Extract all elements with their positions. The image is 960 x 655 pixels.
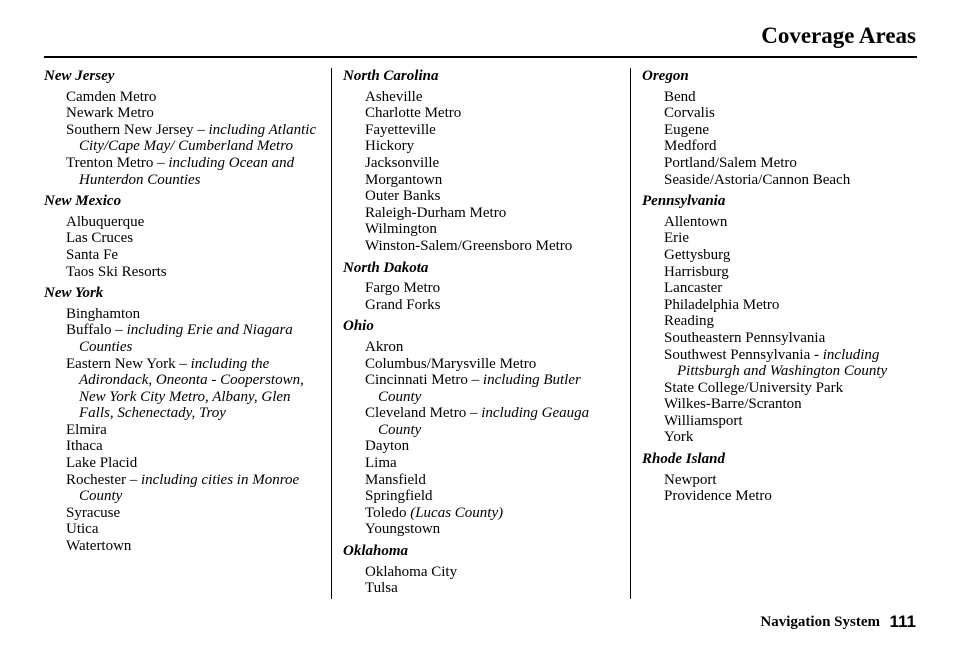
area-note: including Pittsburgh and Washington County bbox=[677, 346, 888, 380]
area-name: Providence Metro bbox=[664, 488, 772, 505]
area-name: Corvalis bbox=[664, 105, 715, 122]
coverage-area-item bbox=[48, 122, 328, 155]
area-note: including the Adirondack, Oneonta - Cooperstown, New York City Metro, Albany, Glen Falls, Schenectady, Troy bbox=[79, 355, 304, 422]
coverage-area-item bbox=[646, 138, 932, 155]
coverage-area-item bbox=[347, 580, 621, 597]
area-name: Morgantown bbox=[365, 171, 443, 188]
coverage-area-item bbox=[347, 488, 621, 505]
area-note: (Lucas County) bbox=[410, 504, 504, 521]
area-name: Lancaster bbox=[664, 280, 723, 297]
coverage-area-item bbox=[347, 188, 621, 205]
coverage-area-item bbox=[347, 455, 621, 472]
area-name: Harrisburg bbox=[664, 263, 729, 280]
area-name: Las Cruces bbox=[66, 230, 134, 247]
area-name: Springfield bbox=[365, 488, 433, 505]
area-name: Akron bbox=[365, 338, 404, 355]
area-name: Erie bbox=[664, 230, 689, 247]
coverage-area-item bbox=[646, 280, 932, 297]
area-name: Utica bbox=[66, 521, 99, 538]
area-name: Trenton Metro – bbox=[66, 154, 169, 171]
coverage-area-item bbox=[646, 105, 932, 122]
area-name: Outer Banks bbox=[365, 188, 441, 205]
state-section bbox=[642, 451, 932, 505]
coverage-area-item bbox=[646, 330, 932, 347]
area-name: Eugene bbox=[664, 121, 709, 138]
coverage-area-item bbox=[48, 521, 328, 538]
area-name: Camden Metro bbox=[66, 88, 157, 105]
coverage-area-item bbox=[646, 413, 932, 430]
coverage-area-item bbox=[646, 214, 932, 231]
area-name: Elmira bbox=[66, 421, 107, 438]
coverage-area-item bbox=[347, 238, 621, 255]
area-name: York bbox=[664, 429, 694, 446]
coverage-area-item bbox=[646, 347, 932, 380]
state-heading: New York bbox=[44, 285, 104, 302]
area-note: including cities in Monroe County bbox=[79, 471, 300, 505]
area-name: Bend bbox=[664, 88, 696, 105]
state-section bbox=[642, 193, 932, 446]
state-section bbox=[343, 260, 621, 314]
coverage-area-item bbox=[347, 221, 621, 238]
coverage-area-item bbox=[48, 264, 328, 281]
coverage-area-item bbox=[347, 205, 621, 222]
coverage-area-item bbox=[646, 264, 932, 281]
area-name: Portland/Salem Metro bbox=[664, 154, 797, 171]
area-name: Winston-Salem/Greensboro Metro bbox=[365, 237, 573, 254]
area-name: Rochester – bbox=[66, 471, 141, 488]
area-name: Buffalo – bbox=[66, 322, 127, 339]
coverage-area-item bbox=[347, 138, 621, 155]
state-heading: North Carolina bbox=[343, 68, 439, 84]
coverage-area-item bbox=[347, 172, 621, 189]
title-rule bbox=[44, 56, 917, 58]
state-heading: Rhode Island bbox=[642, 451, 725, 468]
area-name: Albuquerque bbox=[66, 213, 145, 230]
area-name: Medford bbox=[664, 138, 717, 155]
area-name: Oklahoma City bbox=[365, 563, 458, 580]
area-name: Santa Fe bbox=[66, 246, 119, 263]
area-name: Lake Placid bbox=[66, 455, 138, 472]
state-heading: New Jersey bbox=[44, 68, 115, 84]
area-name: Wilmington bbox=[365, 221, 437, 238]
coverage-area-item bbox=[48, 422, 328, 439]
coverage-area-item bbox=[646, 297, 932, 314]
area-name: Reading bbox=[664, 313, 714, 330]
state-section bbox=[642, 68, 932, 188]
area-name: Williamsport bbox=[664, 412, 743, 429]
area-name: Dayton bbox=[365, 438, 410, 455]
state-heading: Oklahoma bbox=[343, 543, 409, 560]
area-name: Fayetteville bbox=[365, 121, 436, 138]
area-name: Taos Ski Resorts bbox=[66, 263, 167, 280]
coverage-area-item bbox=[347, 505, 621, 522]
coverage-area-item bbox=[646, 396, 932, 413]
area-name: Wilkes-Barre/Scranton bbox=[664, 396, 802, 413]
area-name: Hickory bbox=[365, 138, 415, 155]
area-name: Tulsa bbox=[365, 580, 398, 597]
coverage-area-item bbox=[646, 122, 932, 139]
area-name: Philadelphia Metro bbox=[664, 296, 780, 313]
page-number: 111 bbox=[889, 612, 916, 631]
area-name: Cleveland Metro – bbox=[365, 405, 482, 422]
state-heading: New Mexico bbox=[44, 193, 122, 210]
coverage-area-item bbox=[48, 230, 328, 247]
area-name: Allentown bbox=[664, 213, 728, 230]
area-name: Fargo Metro bbox=[365, 280, 441, 297]
area-name: Raleigh-Durham Metro bbox=[365, 204, 507, 221]
coverage-area-item bbox=[48, 322, 328, 355]
area-note: including Ocean and Hunterdon Counties bbox=[79, 154, 295, 188]
area-note: including Atlantic City/Cape May/ Cumberland Metro bbox=[79, 121, 317, 155]
coverage-area-item bbox=[347, 339, 621, 356]
page-title: Coverage Areas bbox=[761, 23, 916, 48]
coverage-area-item bbox=[347, 356, 621, 373]
state-heading: Oregon bbox=[642, 68, 689, 84]
coverage-area-item bbox=[646, 380, 932, 397]
coverage-area-item bbox=[347, 297, 621, 314]
area-name: Cincinnati Metro – bbox=[365, 372, 483, 389]
area-name: Eastern New York – bbox=[66, 355, 191, 372]
coverage-area-item bbox=[347, 155, 621, 172]
coverage-area-item bbox=[48, 247, 328, 264]
coverage-area-item bbox=[347, 105, 621, 122]
coverage-area-item bbox=[646, 488, 932, 505]
state-section bbox=[343, 318, 621, 538]
area-name: Binghamton bbox=[66, 305, 141, 322]
coverage-area-item bbox=[48, 214, 328, 231]
area-name: Toledo bbox=[365, 504, 411, 521]
coverage-area-item bbox=[48, 505, 328, 522]
coverage-area-item bbox=[48, 472, 328, 505]
state-heading: Pennsylvania bbox=[642, 193, 726, 210]
column-divider bbox=[331, 68, 332, 599]
coverage-area-item bbox=[347, 521, 621, 538]
area-name: Jacksonville bbox=[365, 154, 440, 171]
coverage-area-item bbox=[48, 105, 328, 122]
area-note: including Erie and Niagara Counties bbox=[79, 322, 293, 355]
state-section bbox=[44, 68, 328, 188]
area-note: including Butler County bbox=[378, 372, 581, 405]
coverage-area-item bbox=[48, 155, 328, 188]
coverage-area-item bbox=[646, 313, 932, 330]
coverage-area-item bbox=[646, 429, 932, 446]
coverage-area-item bbox=[48, 306, 328, 323]
coverage-area-item bbox=[646, 89, 932, 106]
area-name: Asheville bbox=[365, 88, 423, 105]
state-heading: North Dakota bbox=[343, 259, 429, 276]
area-name: Watertown bbox=[66, 538, 132, 555]
coverage-area-item bbox=[48, 455, 328, 472]
area-name: Lima bbox=[365, 455, 397, 472]
state-section bbox=[44, 285, 328, 555]
footer-section-label: Navigation System bbox=[760, 614, 880, 630]
area-name: Mansfield bbox=[365, 471, 426, 488]
coverage-area-item bbox=[48, 356, 328, 422]
area-name: Ithaca bbox=[66, 438, 103, 455]
coverage-column-2 bbox=[343, 68, 621, 602]
area-name: Southern New Jersey – bbox=[66, 121, 209, 138]
coverage-area-item bbox=[347, 89, 621, 106]
column-divider bbox=[630, 68, 631, 599]
coverage-area-item bbox=[646, 155, 932, 172]
coverage-column-1 bbox=[44, 68, 328, 560]
state-section bbox=[44, 193, 328, 280]
area-name: Youngstown bbox=[365, 521, 441, 538]
area-name: Newport bbox=[664, 471, 717, 488]
coverage-area-item bbox=[48, 438, 328, 455]
coverage-area-item bbox=[646, 247, 932, 264]
area-name: Grand Forks bbox=[365, 296, 441, 313]
area-name: Seaside/Astoria/Cannon Beach bbox=[664, 171, 851, 188]
coverage-area-item bbox=[646, 230, 932, 247]
coverage-area-item bbox=[646, 472, 932, 489]
area-note: including Geauga County bbox=[378, 405, 590, 438]
coverage-area-item bbox=[347, 372, 621, 405]
coverage-area-item bbox=[646, 172, 932, 189]
area-name: State College/University Park bbox=[664, 379, 844, 396]
coverage-area-item bbox=[347, 122, 621, 139]
area-name: Gettysburg bbox=[664, 246, 731, 263]
coverage-area-item bbox=[347, 472, 621, 489]
area-name: Columbus/Marysville Metro bbox=[365, 355, 537, 372]
area-name: Southeastern Pennsylvania bbox=[664, 329, 826, 346]
state-section bbox=[343, 543, 621, 597]
coverage-area-item bbox=[347, 405, 621, 438]
area-name: Charlotte Metro bbox=[365, 105, 462, 122]
area-name: Southwest Pennsylvania - bbox=[664, 346, 823, 363]
area-name: Newark Metro bbox=[66, 105, 154, 122]
state-section bbox=[343, 68, 621, 255]
area-name: Syracuse bbox=[66, 504, 121, 521]
coverage-area-item bbox=[347, 438, 621, 455]
state-heading: Ohio bbox=[343, 318, 374, 335]
coverage-area-item bbox=[48, 538, 328, 555]
coverage-area-item bbox=[347, 280, 621, 297]
coverage-area-item bbox=[48, 89, 328, 106]
coverage-column-3 bbox=[642, 68, 932, 510]
coverage-area-item bbox=[347, 564, 621, 581]
